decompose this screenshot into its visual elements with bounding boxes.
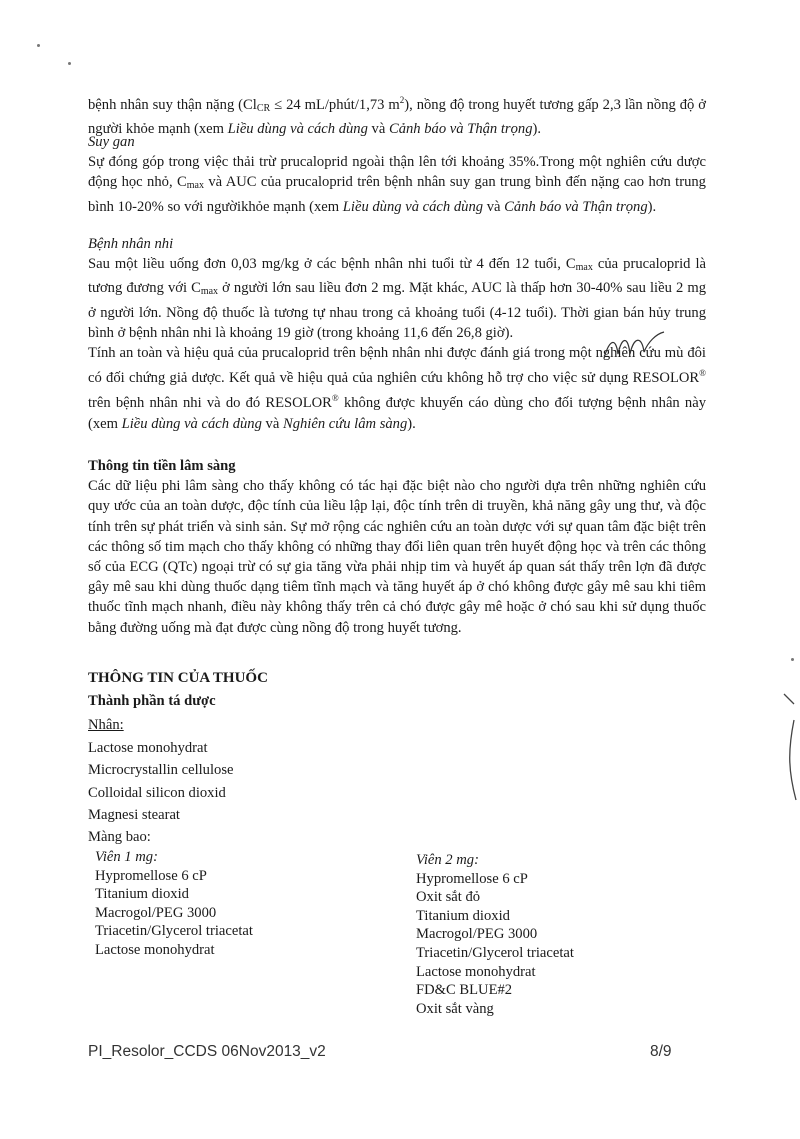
list-item: Macrogol/PEG 3000 xyxy=(416,926,538,943)
drug-info-heading: THÔNG TIN CỦA THUỐC xyxy=(88,670,268,686)
preclinical-paragraph: Các dữ liệu phi lâm sàng cho thấy không có tác hại đặc biệt nào cho người dựa trên những nghiên cứu quy ước của an toàn dược, độc tính của liều lập lại, độc tính trên di truyền, khả năng gây ung thư, và độc tính trên sự phát triển và sinh sản. Sự mở rộng các nghiên cứu an toàn dược với sự quan tâm đặc biệt trên các thông số tim mạch cho thấy không có những thay đổi liên quan trên huyết động học và trên các thông số của ECG (QTc) ngoại trừ có sự gia tăng vừa phải nhịp tim và huyết áp quan sát thấy trên lợn đã được gây mê sau khi dùng thuốc dạng tiêm tĩnh mạch và tăng huyết áp ở chó không được gây mê sau khi tiêm thuốc tĩnh mạch nhanh, điều này không thấy trên cả chó được gây mê hoặc ở chó sau khi sử dụng thuốc bằng đường uống mà đạt được cùng nồng độ trong huyết tương. xyxy=(88,478,706,636)
list-item: Lactose monohydrat xyxy=(416,963,536,980)
excipients-heading: Thành phần tá dược xyxy=(88,693,216,709)
tablet-2mg-column xyxy=(416,851,574,1018)
pediatric-paragraph: Sau một liều uống đơn 0,03 mg/kg ở các bệnh nhân nhi tuổi từ 4 đến 12 tuổi, $C_{max}$ của prucaloprid là tương đương với $C_{max}$ ở người lớn sau liều đơn 2 mg. Mặt khác, AUC là thấp hơn 30-40% sau liều 2 mg ở người lớn. Nồng độ thuốc là tương tự nhau trong cả khoảng tuổi (4-12 tuổi). Thời gian bán hủy trung bình ở bệnh nhân nhi là khoảng 19 giờ (trong khoảng 11,6 đến 26,8 giờ). xyxy=(88,256,707,341)
list-item: Triacetin/Glycerol triacetat xyxy=(416,944,574,961)
list-item: Oxit sắt đỏ xyxy=(416,889,481,906)
list-item: Macrogol/PEG 3000 xyxy=(95,904,217,921)
hepatic-paragraph: Sự đóng góp trong việc thải trừ prucaloprid ngoài thận lên tới khoảng 35%.Trong một nghiên cứu dược động học nhỏ, $C_{max}$ và AUC của prucaloprid trên bệnh nhân suy gan trung bình đến nặng cao hơn trung bình 10-20% so với ngườikhỏe mạnh (xem Liều dùng và cách dùng và Cảnh báo và Thận trọng). xyxy=(88,154,706,215)
hepatic-heading: Suy gan xyxy=(88,134,135,150)
preclinical-section xyxy=(88,456,706,638)
footer-page-number: 8/9 xyxy=(650,1043,672,1060)
core-label: Nhân: xyxy=(88,717,124,733)
tablet-1mg-column xyxy=(95,848,253,960)
list-item: Colloidal silicon dioxid xyxy=(88,784,226,801)
tablet-1mg-title: Viên 1 mg: xyxy=(95,849,158,865)
list-item: Oxit sắt vàng xyxy=(416,1000,494,1017)
list-item: Titanium dioxid xyxy=(95,886,189,903)
renal-paragraph: bệnh nhân suy thận nặng ($Cl_{CR} \le 24$ mL/phút/1,73 $m^2$), nồng độ trong huyết tương gấp 2,3 lần nồng độ ở người khỏe mạnh (xem Liều dùng và cách dùng và Cảnh báo và Thận trọng). xyxy=(88,95,706,138)
hepatic-section xyxy=(88,132,706,217)
coating-label: Màng bao: xyxy=(88,829,151,845)
initials-signature xyxy=(600,328,670,368)
tablet-2mg-title: Viên 2 mg: xyxy=(416,852,479,868)
pediatric-safety-paragraph: Tính an toàn và hiệu quả của prucaloprid trên bệnh nhân nhi được đánh giá trong một nghiên cứu mù đôi có đối chứng giả dược. Kết quả về hiệu quả của nghiên cứu không hỗ trợ cho việc sử dụng RESOLOR® trên bệnh nhân nhi và do đó RESOLOR® không được khuyến cáo dùng cho đối tượng bệnh nhân này (xem Liều dùng và cách dùng và Nghiên cứu lâm sàng). xyxy=(88,345,706,432)
list-item: Triacetin/Glycerol triacetat xyxy=(95,923,253,940)
list-item: Microcrystallin cellulose xyxy=(88,762,234,778)
list-item: Hypromellose 6 cP xyxy=(95,867,207,884)
core-list xyxy=(88,714,234,827)
list-item: Lactose monohydrat xyxy=(88,739,208,756)
list-item: Titanium dioxid xyxy=(416,907,510,924)
list-item: Hypromellose 6 cP xyxy=(416,870,528,887)
scan-speck xyxy=(791,658,794,661)
list-item: Magnesi stearat xyxy=(88,807,180,823)
preclinical-heading: Thông tin tiền lâm sàng xyxy=(88,458,236,474)
margin-bracket-mark xyxy=(782,690,798,810)
footer-document-id: PI_Resolor_CCDS 06Nov2013_v2 xyxy=(88,1043,326,1060)
scan-speck xyxy=(37,44,40,47)
pediatric-heading: Bệnh nhân nhi xyxy=(88,236,174,252)
list-item: Lactose monohydrat xyxy=(95,941,215,958)
scan-speck xyxy=(68,62,71,65)
list-item: FD&C BLUE#2 xyxy=(416,982,513,999)
